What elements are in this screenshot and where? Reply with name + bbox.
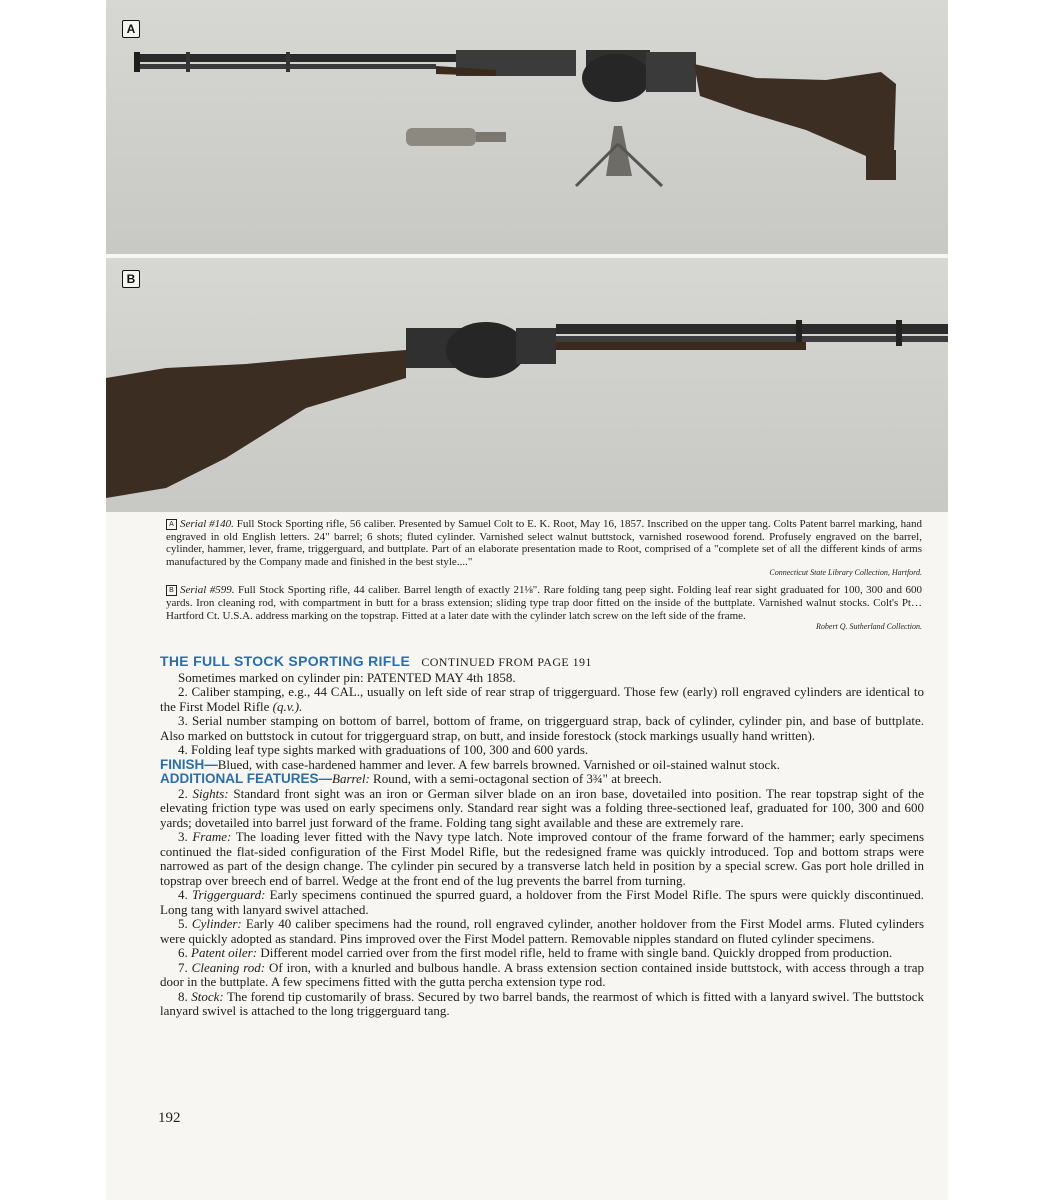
feature-text: Standard front sight was an iron or German silver blade on an iron base, dovetailed into position. The rear topstrap sight of the elevating friction type was used on early specimens only. Standard rear sight was a folding three-sectioned leaf, graduated for 100, 300 and 600 yards; dovetailed into barrel just forward of the frame. Folding tang sight available and these are extremely rare.	[160, 785, 925, 830]
feature-item	[160, 990, 924, 1019]
feature-label: Patent oiler:	[191, 945, 258, 960]
feature-text: Early 40 caliber specimens had the round, roll engraved cylinder, another holdover from the First Model arms. Fluted cylinders were quickly adopted as standard. Pins improved over the First Model pattern. Removable nipples standard on fluted cylinder specimens.	[160, 916, 925, 946]
feature-text: The loading lever fitted with the Navy type latch. Note improved contour of the frame forward of the hammer; early specimens continued the flat-sided configuration of the First Model Rifle, but the redesigned frame was quickly introduced. Top and bottom straps were narrowed as part of the design change. The cylinder pin secured by a transverse latch held in position by a special screw. Gas port hole drilled in topstrap over breech end of barrel. Wedge at the front end of the lug prevents the barrel from turning.	[160, 829, 925, 888]
feature-num: 5.	[178, 916, 188, 931]
section-title: THE FULL STOCK SPORTING RIFLE	[160, 653, 411, 669]
feature-num: 3.	[178, 829, 188, 844]
rifle-b-illustration	[106, 258, 948, 512]
feature-text: Different model carried over from the first model rifle, held to frame with single band. Quickly dropped from production.	[260, 945, 893, 960]
feature-text: The forend tip customarily of brass. Secured by two barrel bands, the rearmost of which is fitted with a lanyard swivel. The buttstock lanyard swivel is attached to the long triggerguard tang.	[160, 988, 925, 1018]
finish-text: Blued, with case-hardened hammer and lever. A few barrels browned. Varnished or oil-stained walnut stock.	[217, 756, 780, 772]
page-number: 192	[158, 1110, 181, 1126]
caption-b-credit: Robert Q. Sutherland Collection.	[816, 622, 922, 632]
feature-num: 7.	[178, 959, 188, 975]
photo-label-a: A	[122, 20, 140, 38]
barrel-text: Round, with a semi-octagonal section of 3¾" at breech.	[373, 771, 662, 786]
caption-a-serial: Serial #140.	[180, 518, 234, 530]
finish-section	[160, 758, 924, 773]
barrel-label: Barrel:	[332, 771, 370, 786]
feature-item	[160, 787, 924, 831]
feature-num: 2.	[178, 785, 188, 801]
paragraph-4: 4. Folding leaf type sights marked with graduations of 100, 300 and 600 yards.	[178, 742, 589, 757]
feature-label: Cleaning rod:	[191, 959, 266, 975]
paragraph-2	[160, 685, 924, 714]
feature-label: Cylinder:	[191, 916, 242, 931]
article-body	[160, 654, 924, 1019]
paragraph-2-qv: (q.v.).	[272, 698, 303, 714]
caption-a-credit: Connecticut State Library Collection, Hartford.	[769, 568, 922, 578]
feature-num: 4.	[178, 887, 188, 902]
feature-text: Early specimens continued the spurred guard, a holdover from the First Model Rifle. The spurs were quickly discontinued. Long tang with lanyard swivel attached.	[160, 887, 925, 917]
paragraph-1: Sometimes marked on cylinder pin: PATENTED MAY 4th 1858.	[178, 669, 516, 685]
feature-label: Stock:	[191, 988, 224, 1004]
feature-label: Triggerguard:	[191, 887, 266, 902]
caption-b-text: Full Stock Sporting rifle, 44 caliber. Barrel length of exactly 21⅛". Rare folding tang peep sight. Folding leaf rear sight graduated for 100, 300 and 600 yards. Iron cleaning rod, with compartment in butt for a brass extension; sliding type trap door fitted on the inside of the buttplate. Varnished walnut stocks. Colt's Pt…Hartford Ct. U.S.A. address marking on the topstrap. Fitted at a later date with the cylinder latch screw on the left side of the frame.	[166, 584, 923, 622]
features-lead: ADDITIONAL FEATURES—	[160, 771, 332, 786]
feature-num: 6.	[178, 945, 188, 960]
feature-item	[160, 888, 924, 917]
rifle-photo-b	[106, 258, 948, 512]
rifle-photo-a	[106, 0, 948, 254]
feature-label: Frame:	[192, 829, 232, 844]
continued-note: CONTINUED FROM PAGE 191	[421, 655, 592, 669]
caption-label-a: A	[166, 519, 177, 530]
caption-label-b: B	[166, 585, 177, 596]
paragraph-3: 3. Serial number stamping on bottom of barrel, bottom of frame, on triggerguard strap, back of cylinder, cylinder pin, and base of buttplate. Also marked on buttstock in cutout for triggerguard strap, on butt, and inside forestock (stock markings usually hand written).	[160, 713, 924, 743]
feature-item	[160, 830, 924, 888]
caption-a-text: Full Stock Sporting rifle, 56 caliber. Presented by Samuel Colt to E. K. Root, May 16, 1857. Inscribed on the upper tang. Colts Patent barrel marking, hand engraved in old English letters. 24" barrel; 6 shots; fluted cylinder. Varnished select walnut buttstock, varnished rosewood forend. Profusely engraved on the barrel, cylinder, hammer, lever, frame, triggerguard, and buttplate. Part of an elaborate presentation made to Root, comprised of a "complete set of all the different kinds of arms manufactured by the Company made and finished in the best style...."	[166, 518, 923, 568]
paragraph-2-text: 2. Caliber stamping, e.g., 44 CAL., usually on left side of rear strap of triggerguard. Those few (early) roll engraved cylinders are identical to the First Model Rifle	[160, 684, 924, 714]
caption-b-serial: Serial #599.	[180, 584, 235, 597]
features-section	[160, 772, 924, 787]
feature-text: Of iron, with a knurled and bulbous handle. A brass extension section contained inside buttstock, with access through a trap door in the buttplate. A few specimens fitted with the gutta percha extension type rod.	[160, 959, 924, 989]
photo-label-b: B	[122, 270, 140, 288]
caption-a	[166, 518, 922, 578]
feature-num: 8.	[178, 988, 188, 1004]
section-heading	[160, 654, 924, 670]
rifle-a-illustration	[106, 0, 948, 254]
book-page	[106, 0, 948, 1200]
photo-captions	[166, 518, 922, 638]
caption-b	[166, 584, 922, 632]
feature-label: Sights:	[192, 785, 229, 801]
feature-item	[160, 961, 924, 990]
feature-item	[160, 917, 924, 946]
finish-lead: FINISH—	[160, 756, 218, 772]
feature-item	[160, 946, 924, 961]
